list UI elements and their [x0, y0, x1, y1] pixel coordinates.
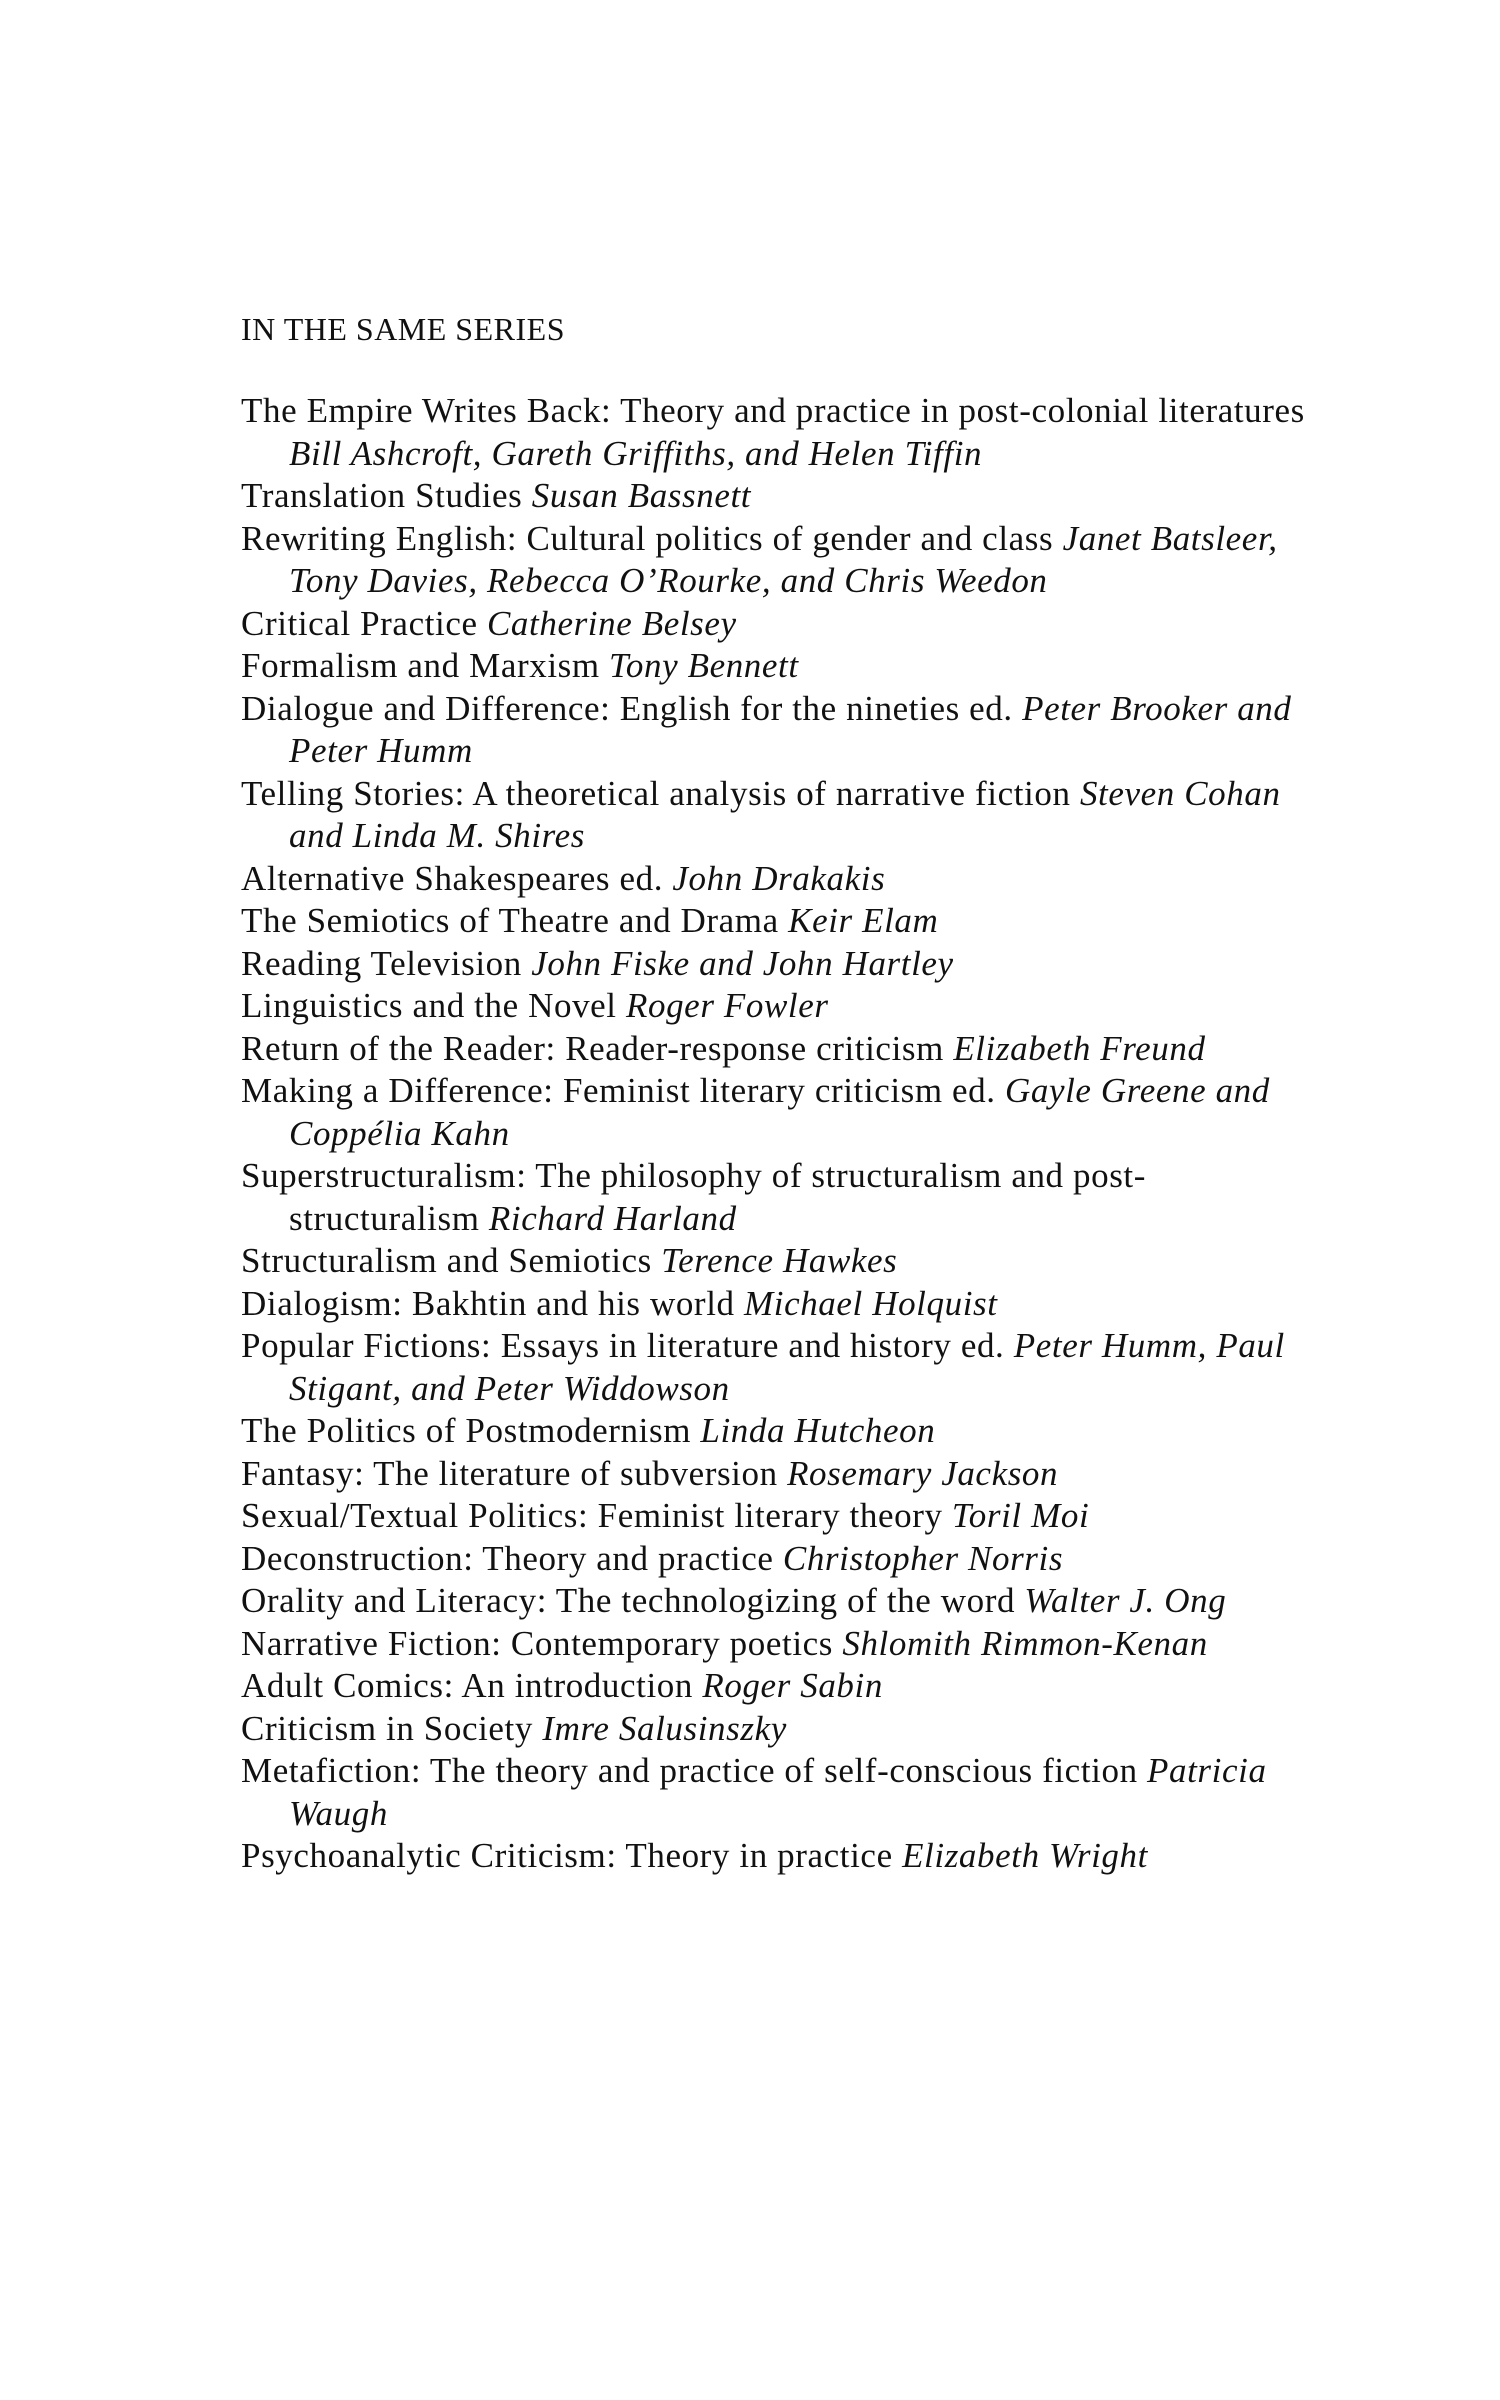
series-entry: [241, 1708, 1321, 1751]
entry-title: Sexual/Textual Politics: Feminist literary theory: [241, 1496, 943, 1535]
entry-author: Toril Moi: [951, 1496, 1090, 1535]
entry-author: Janet Batsleer, Tony Davies, Rebecca O’Rourke, and Chris Weedon: [289, 518, 1278, 600]
entry-author: Linda Hutcheon: [700, 1411, 936, 1450]
entry-author: Gayle Greene and Coppélia Kahn: [289, 1071, 1270, 1153]
entry-title: Metafiction: The theory and practice of self-conscious fiction: [241, 1751, 1138, 1790]
entry-author: Peter Brooker and Peter Humm: [289, 688, 1292, 770]
entry-author: John Drakakis: [672, 858, 886, 898]
series-entry: [241, 985, 1321, 1028]
entry-title: Translation Studies: [241, 476, 523, 515]
entry-author: Bill Ashcroft, Gareth Griffiths, and Helen Tiffin: [289, 433, 983, 473]
entry-title: Dialogism: Bakhtin and his world: [241, 1283, 735, 1323]
series-entry: [241, 1580, 1321, 1623]
entry-title: Criticism in Society: [241, 1708, 533, 1748]
entry-title: Fantasy: The literature of subversion: [241, 1453, 778, 1493]
entry-author: Elizabeth Wright: [902, 1836, 1148, 1875]
entry-author: Patricia Waugh: [289, 1751, 1267, 1833]
page-heading: IN THE SAME SERIES: [241, 311, 565, 347]
entry-title: Adult Comics: An introduction: [241, 1666, 693, 1705]
series-entry: [241, 1155, 1321, 1240]
series-entry: [241, 1750, 1321, 1835]
entry-title: Deconstruction: Theory and practice: [241, 1538, 774, 1578]
series-entries: [241, 390, 1321, 1878]
entry-author: Walter J. Ong: [1024, 1581, 1227, 1620]
entry-title: The Semiotics of Theatre and Drama: [241, 901, 779, 940]
series-entry: [241, 858, 1321, 901]
entry-author: Peter Humm, Paul Stigant, and Peter Widdowson: [289, 1326, 1285, 1408]
series-entry: [241, 645, 1321, 688]
series-entry: [241, 943, 1321, 986]
entry-author: John Fiske and John Hartley: [531, 943, 954, 983]
series-entry: [241, 518, 1321, 603]
series-entry: [241, 603, 1321, 646]
entry-author: Susan Bassnett: [531, 476, 752, 515]
entry-author: Keir Elam: [788, 901, 939, 940]
entry-title: Superstructuralism: The philosophy of structuralism and post-structuralism: [241, 1156, 1147, 1238]
entry-title: Linguistics and the Novel: [241, 986, 617, 1025]
entry-author: Michael Holquist: [743, 1283, 998, 1323]
series-entry: [241, 1495, 1321, 1538]
entry-title: The Politics of Postmodernism: [241, 1411, 692, 1450]
entry-title: The Empire Writes Back: Theory and practice in post-colonial literatures: [241, 391, 1305, 430]
series-entry: [241, 1410, 1321, 1453]
series-entry: [241, 1835, 1321, 1878]
entry-author: Steven Cohan and Linda M. Shires: [289, 773, 1281, 855]
entry-author: Elizabeth Freund: [953, 1028, 1206, 1068]
entry-title: Structuralism and Semiotics: [241, 1241, 652, 1280]
entry-author: Roger Sabin: [702, 1666, 883, 1705]
entry-title: Critical Practice: [241, 603, 478, 643]
entry-title: Orality and Literacy: The technologizing of the word: [241, 1581, 1016, 1620]
series-entry: [241, 1665, 1321, 1708]
series-entry: [241, 390, 1321, 475]
entry-title: Formalism and Marxism: [241, 646, 600, 685]
entry-title: Making a Difference: Feminist literary criticism ed.: [241, 1071, 996, 1110]
series-entry: [241, 1538, 1321, 1581]
entry-title: Alternative Shakespeares ed.: [241, 858, 664, 898]
series-entry: [241, 1453, 1321, 1496]
entry-title: Return of the Reader: Reader-response criticism: [241, 1028, 944, 1068]
entry-title: Dialogue and Difference: English for the nineties ed.: [241, 688, 1013, 728]
entry-title: Reading Television: [241, 943, 522, 983]
entry-author: Roger Fowler: [626, 986, 829, 1025]
series-entry: [241, 475, 1321, 518]
series-entry: [241, 1070, 1321, 1155]
entry-author: Christopher Norris: [782, 1538, 1064, 1578]
series-entry: [241, 1623, 1321, 1666]
series-entry: [241, 773, 1321, 858]
entry-title: Popular Fictions: Essays in literature and history ed.: [241, 1326, 1005, 1365]
series-entry: [241, 1240, 1321, 1283]
entry-author: Catherine Belsey: [486, 603, 737, 643]
series-entry: [241, 900, 1321, 943]
series-entry: [241, 688, 1321, 773]
entry-author: Rosemary Jackson: [787, 1453, 1059, 1493]
series-entry: [241, 1325, 1321, 1410]
entry-author: Imre Salusinszky: [542, 1708, 787, 1748]
series-list-page: [241, 308, 1321, 1878]
entry-title: Rewriting English: Cultural politics of gender and class: [241, 518, 1054, 558]
entry-author: Shlomith Rimmon-Kenan: [842, 1623, 1208, 1663]
entry-author: Tony Bennett: [609, 646, 799, 685]
entry-author: Richard Harland: [488, 1198, 737, 1238]
entry-title: Psychoanalytic Criticism: Theory in practice: [241, 1836, 893, 1875]
entry-title: Narrative Fiction: Contemporary poetics: [241, 1623, 833, 1663]
entry-title: Telling Stories: A theoretical analysis of narrative fiction: [241, 773, 1071, 813]
series-entry: [241, 1028, 1321, 1071]
series-entry: [241, 1283, 1321, 1326]
entry-author: Terence Hawkes: [661, 1241, 898, 1280]
